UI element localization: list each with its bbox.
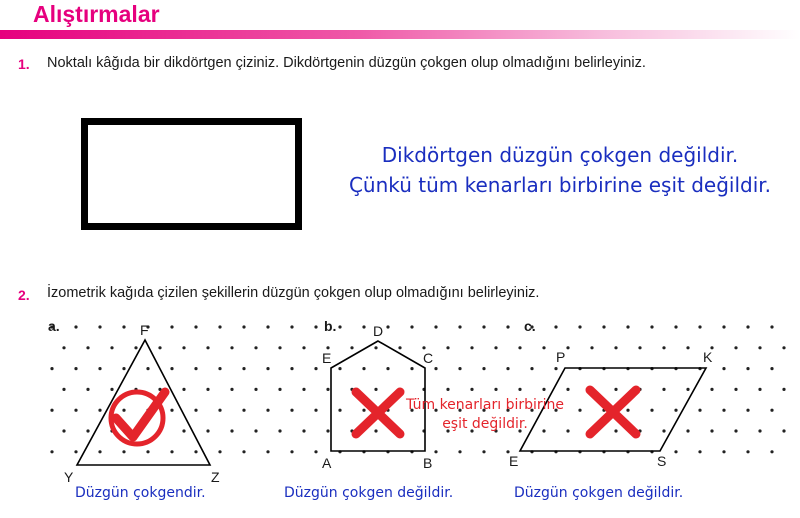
vertex-label-s: S <box>657 453 667 469</box>
part-b-answer: Düzgün çokgen değildir. <box>284 485 454 501</box>
vertex-label-e: E <box>322 350 332 366</box>
part-a-label: a. <box>48 318 60 334</box>
part-c-answer: Düzgün çokgen değildir. <box>514 485 684 501</box>
vertex-label-c: C <box>423 350 434 366</box>
question-2-number: 2. <box>18 287 30 303</box>
vertex-label-y: Y <box>64 469 74 485</box>
part-a-answer: Düzgün çokgendir. <box>75 485 206 501</box>
vertex-label-p: P <box>556 349 566 365</box>
triangle-shape <box>77 340 210 465</box>
vertex-label-a: A <box>322 455 332 471</box>
vertex-label-k: K <box>703 349 713 365</box>
cross-icon <box>590 390 636 434</box>
vertex-label-b: B <box>423 455 433 471</box>
part-c-label: c. <box>524 318 536 334</box>
check-icon <box>111 392 165 444</box>
part-b-note-line-1: Tüm kenarları birbirine <box>405 397 565 413</box>
vertex-label-d: D <box>373 323 384 339</box>
part-b-note <box>400 396 570 434</box>
question-1-text: Noktalı kâğıda bir dikdörtgen çiziniz. Dikdörtgenin düzgün çokgen olup olmadığını belirleyiniz. <box>47 55 646 71</box>
question-2-text: İzometrik kağıda çizilen şekillerin düzgün çokgen olup olmadığını belirleyiniz. <box>47 285 540 301</box>
part-b-label: b. <box>324 318 337 334</box>
page-title: Alıştırmalar <box>33 1 160 27</box>
part-b-note-line-2: eşit değildir. <box>442 416 528 432</box>
answer-1-line-1: Dikdörtgen düzgün çokgen değildir. <box>381 143 739 167</box>
cross-icon <box>356 392 400 434</box>
vertex-label-f: F <box>140 322 149 338</box>
question-1-number: 1. <box>18 56 30 72</box>
vertex-label-z: Z <box>211 469 220 485</box>
vertex-label-e-parallelogram: E <box>509 453 519 469</box>
answer-1-line-2: Çünkü tüm kenarları birbirine eşit değildir. <box>348 173 772 197</box>
